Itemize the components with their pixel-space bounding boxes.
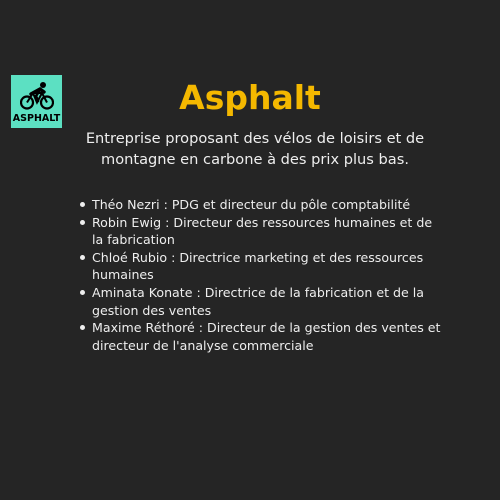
list-item: Aminata Konate : Directrice de la fabrication et de la gestion des ventes xyxy=(92,284,442,319)
list-item: Robin Ewig : Directeur des ressources humaines et de la fabrication xyxy=(92,214,442,249)
list-item: Chloé Rubio : Directrice marketing et des ressources humaines xyxy=(92,249,442,284)
company-description: Entreprise proposant des vélos de loisirs et de montagne en carbone à des prix plus bas. xyxy=(85,130,425,168)
team-list xyxy=(92,196,442,354)
page-title: Asphalt xyxy=(179,78,321,117)
list-item: Maxime Réthoré : Directeur de la gestion des ventes et directeur de l'analyse commerciale xyxy=(92,320,441,353)
list-item: Théo Nezri : PDG et directeur du pôle comptabilité xyxy=(92,196,442,214)
logo-text: ASPHALT xyxy=(12,113,61,124)
